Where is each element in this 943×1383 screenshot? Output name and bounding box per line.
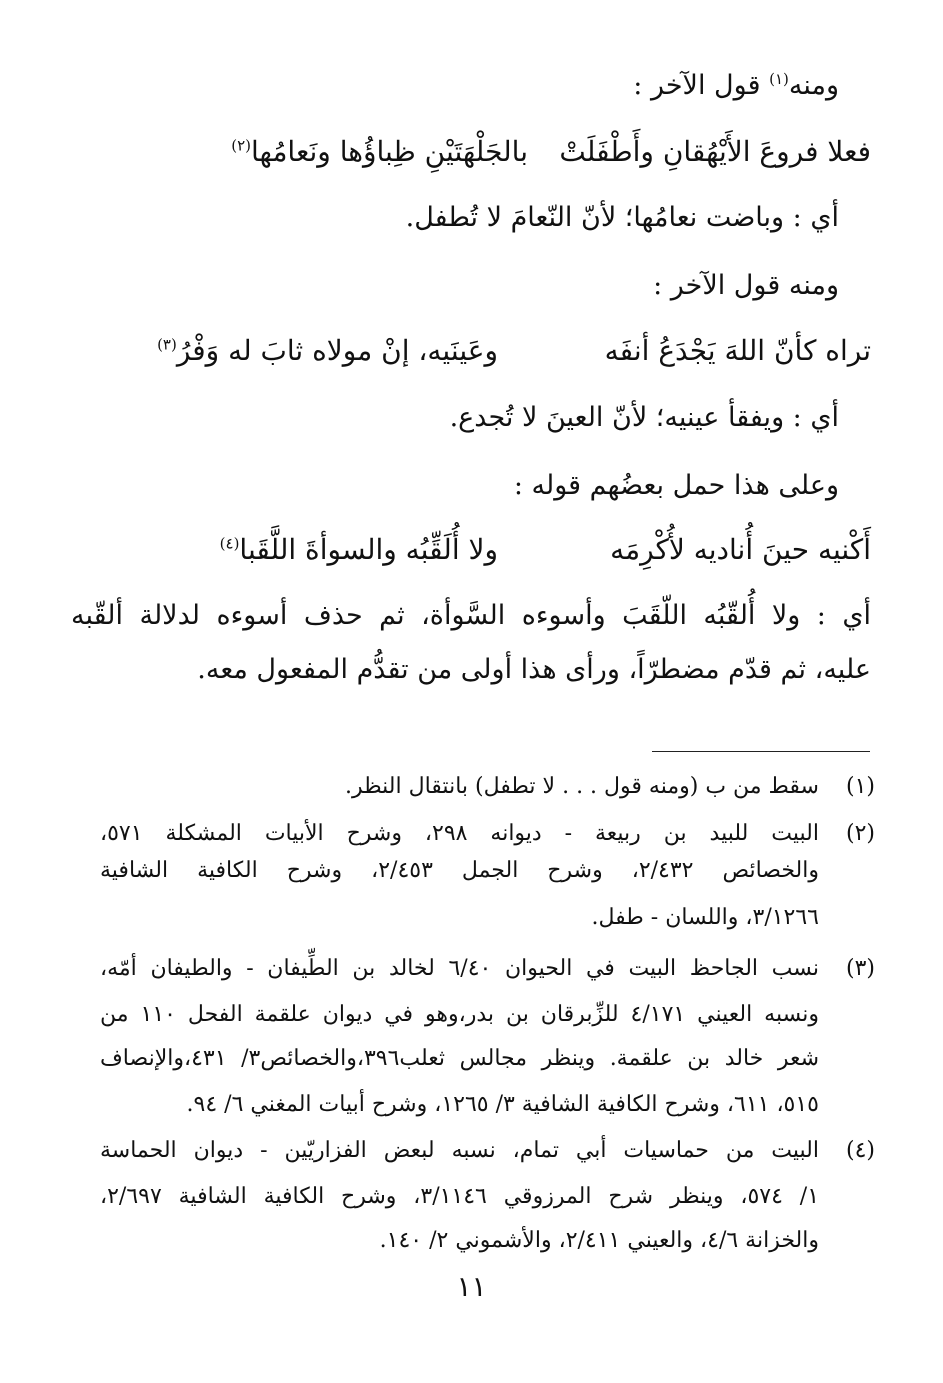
footnote-number: (٣): [845, 956, 875, 981]
footnote-line: البيت من حماسيات أبي تمام، نسبه لبعض الفزاريّين - ديوان الحماسة: [100, 1138, 819, 1163]
footnote-2: [0, 817, 943, 930]
footnote-ref-3: (٣): [157, 335, 177, 354]
footnote-ref-1: (١): [769, 70, 789, 88]
footnote-line: والخزانة ٤/٦، والعيني ٢/٤١١، والأشموني ٢/ ١٤٠.: [379, 1228, 819, 1253]
verse-3-second-text: ولا أُلَقِّبُه والسوأةَ اللَّقَبا: [239, 533, 498, 566]
intro-line-2: ومنه قول الآخر :: [653, 270, 839, 301]
footnote-line: ونسبه العيني ٤/١٧١ للزِّبرقان بن بدر،وهو في ديوان علقمة الفحل ١١٠ من: [100, 1002, 819, 1027]
footnote-4: [0, 1134, 943, 1254]
page-number: ١١: [456, 1270, 487, 1303]
intro-line-3: وعلى هذا حمل بعضُهم قوله :: [513, 470, 839, 501]
intro-line-1: [633, 66, 839, 106]
verse-1-second-hemistich: [231, 132, 528, 172]
footnote-line: ٥١٥، ٦١١، وشرح الكافية الشافية ٣/ ١٢٦٥، وشرح أبيات المغني ٦/ ٩٤.: [186, 1092, 819, 1117]
verse-1-second-text: بالجَلْهَتَيْنِ ظِباؤُها ونَعامُها: [251, 135, 528, 168]
footnote-line: نسب الجاحظ البيت في الحيوان ٦/٤٠ لخالد بن الطِّيفان - والطيفان أمّه،: [100, 956, 820, 981]
explanation-1: أي : وباضت نعامُها؛ لأنّ النّعامَ لا تُطفل.: [405, 202, 839, 233]
verse-2-first-hemistich: تراه كأنّ اللهَ يَجْدَعُ أنفَه: [604, 334, 871, 367]
footnote-line: شعر خالد بن علقمة. وينظر مجالس ثعلب٣٩٦،والخصائص٣/ ٤٣١،والإنصاف: [100, 1046, 820, 1071]
intro-rest: قول الآخر :: [633, 70, 770, 101]
footnote-line: البيت للبيد بن ربيعة - ديوانه ٢٩٨، وشرح الأبيات المشكلة ٥٧١،: [100, 821, 819, 846]
footnote-number: (٢): [845, 821, 875, 846]
intro-word: ومنه: [788, 70, 839, 101]
footnote-line: ١/ ٥٧٤، وينظر شرح المرزوقي ٣/١١٤٦، وشرح الكافية الشافية ٢/٦٩٧،: [100, 1184, 820, 1209]
footnote-1: [0, 770, 943, 804]
verse-2-second-text: وعَينَيه، إنْ مولاه ثابَ له وَفْرُ: [176, 334, 498, 367]
footnote-line: ٣/١٢٦٦، واللسان - طفل.: [591, 905, 819, 930]
footnote-number: (٤): [845, 1138, 875, 1163]
explanation-3-line-2: عليه، ثم قدّم مضطرّاً، ورأى هذا أولى من تقدُّم المفعول معه.: [197, 654, 871, 685]
explanation-2: أي : ويفقأ عينيه؛ لأنّ العينَ لا تُجدع.: [449, 402, 839, 433]
footnote-separator: [652, 751, 870, 752]
footnote-line: سقط من ب (ومنه قول . . . لا تطفل) بانتقال النظر.: [344, 774, 819, 799]
footnote-line: والخصائص ٢/٤٣٢، وشرح الجمل ٢/٤٥٣، وشرح الكافية الشافية: [100, 858, 819, 883]
footnote-3: [0, 952, 943, 1117]
verse-3-second-hemistich: [220, 530, 498, 570]
verse-3-first-hemistich: أَكْنيه حينَ أُناديه لأُكْرِمَه: [610, 533, 871, 566]
explanation-3-line-1: أي : ولا أُلقّبُه اللّقَبَ وأسوءه السَّوأة، ثم حذف أسوءه لدلالة ألقّبه: [71, 600, 871, 631]
footnote-ref-2: (٢): [231, 136, 251, 155]
footnote-number: (١): [845, 774, 875, 799]
verse-1-first-hemistich: فعلا فروعَ الأَيْهُقانِ وأَطْفَلَتْ: [559, 135, 871, 168]
verse-2-second-hemistich: [157, 331, 498, 371]
footnote-ref-4: (٤): [219, 534, 240, 553]
